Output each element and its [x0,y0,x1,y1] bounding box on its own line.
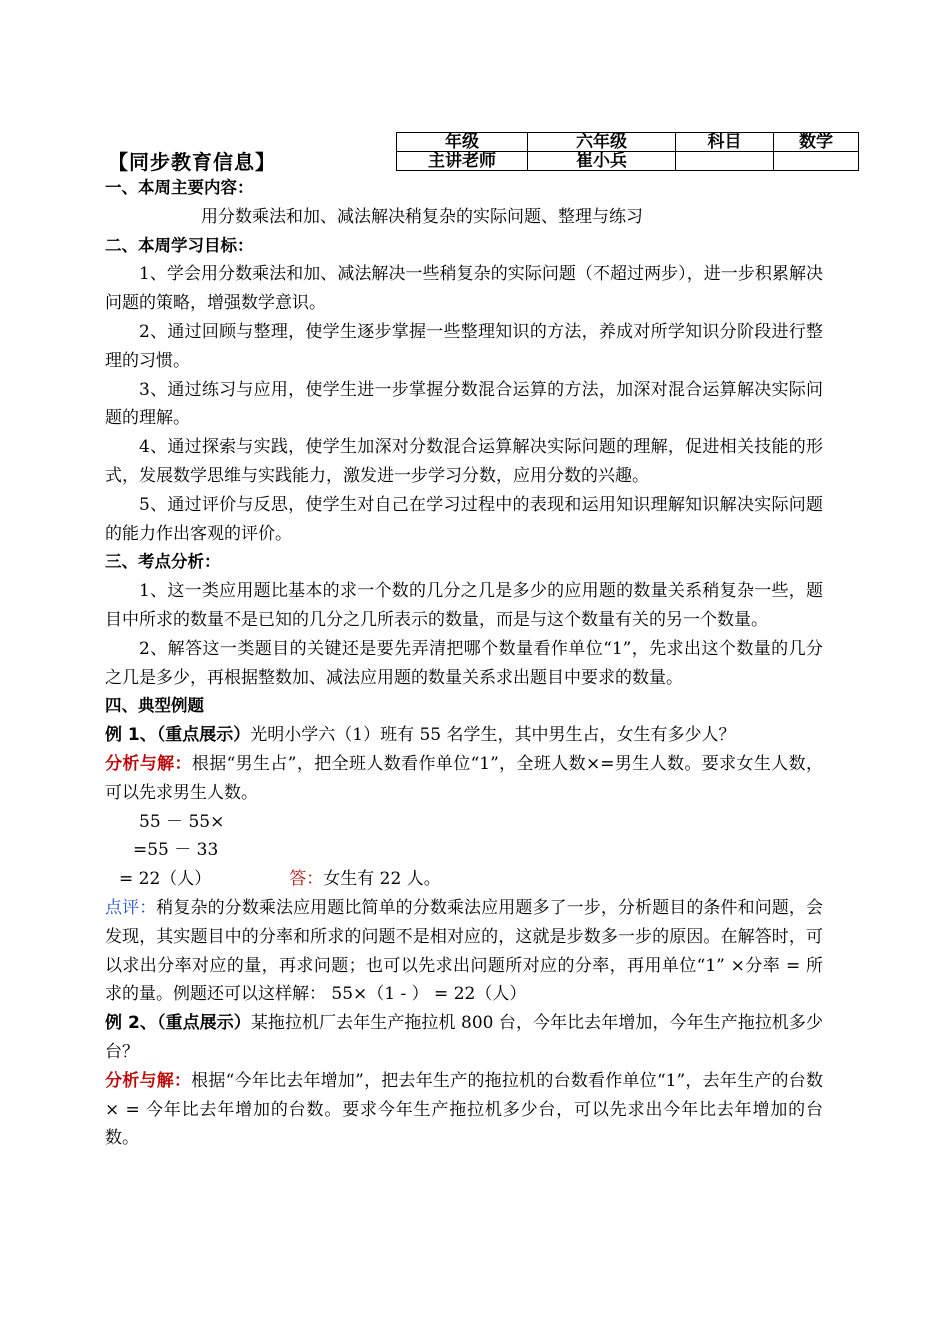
answer-text: 女生有 22 人。 [323,869,441,890]
goal-item: 3、通过练习与应用，使学生进一步掌握分数混合运算的方法，加深对混合运算解决实际问题的理解。 [105,379,823,429]
sync-info-title: 【同步教育信息】 [108,150,276,174]
example-2-label: 例 2、（重点展示） [105,1013,251,1034]
empty-cell [774,152,859,171]
example-2-text: 某拖拉机厂去年生产拖拉机 800 台，今年比去年增加，今年生产拖拉机多少台？ [105,1013,823,1062]
example-1-question [105,721,823,750]
analysis-label: 分析与解： [105,1070,192,1091]
comment-label: 点评： [105,897,157,918]
subject-label-cell: 科目 [676,133,774,152]
table-row [397,133,859,152]
empty-cell [676,152,774,171]
example-2-question [105,1009,823,1067]
calc-line: =55 － 33 [133,840,219,861]
example-2-analysis [105,1067,823,1153]
section-heading-goals: 二、本周学习目标： [105,235,254,255]
analysis-label: 分析与解： [105,753,192,774]
example-1-label: 例 1、（重点展示） [105,725,251,746]
teacher-label-cell: 主讲老师 [397,152,528,171]
teacher-value-cell: 崔小兵 [528,152,676,171]
goal-item: 2、通过回顾与整理，使学生逐步掌握一些整理知识的方法，养成对所学知识分阶段进行整理的习惯。 [105,321,823,371]
grade-label-cell: 年级 [397,133,528,152]
analysis-text: 根据“男生占”，把全班人数看作单位“1”，全班人数×=男生人数。要求女生人数，可以先求男生人数。 [105,753,823,803]
goal-item: 4、通过探索与实践，使学生加深对分数混合运算解决实际问题的理解，促进相关技能的形式，发展数学思维与实践能力，激发进一步学习分数，应用分数的兴趣。 [105,437,823,486]
goal-item: 5、通过评价与反思，使学生对自己在学习过程中的表现和运用知识理解知识解决实际问题的能力作出客观的评价。 [105,494,823,544]
grade-value-cell: 六年级 [528,133,676,152]
point-item: 2、解答这一类题目的关键还是要先弄清把哪个数量看作单位“1”，先求出这个数量的几分之几是多少，再根据整数加、减法应用题的数量关系求出题目中要求的数量。 [105,638,823,688]
document-body [105,174,823,1153]
answer-label: 答： [289,869,324,890]
point-item: 1、这一类应用题比基本的求一个数的几分之几是多少的应用题的数量关系稍复杂一些，题目中所求的数量不是已知的几分之几所表示的数量，而是与这个数量有关的另一个数量。 [105,581,823,630]
example-1-analysis [105,750,823,808]
example-1-comment [105,894,823,1009]
section-heading-content: 一、本周主要内容： [105,178,254,197]
table-row [397,152,859,171]
section-heading-analysis: 三、考点分析： [105,552,221,572]
goal-item: 1、学会用分数乘法和加、减法解决一些稍复杂的实际问题（不超过两步），进一步积累解决问题的策略，增强数学意识。 [105,264,823,314]
comment-text: 稍复杂的分数乘法应用题比简单的分数乘法应用题多了一步，分析题目的条件和问题，会发现，其实题目中的分率和所求的问题不是相对应的，这就是步数多一步的原因。在解答时，可以求出分率对应的量，再求问题；也可以先求出问题所对应的分率，再用单位“1” ×分率 = 所求的量。例题还可以这样解： 55×（1 - ） = 22（人） [105,897,824,1005]
course-info-table [396,132,859,171]
analysis-text: 根据“今年比去年增加”，把去年生产的拖拉机的台数看作单位“1”，去年生产的台数× = 今年比去年增加的台数。要求今年生产拖拉机多少台，可以先求出今年比去年增加的台数。 [105,1070,824,1149]
section-heading-examples: 四、典型例题 [105,696,204,716]
example-1-text: 光明小学六（1）班有 55 名学生，其中男生占，女生有多少人？ [250,725,736,746]
weekly-content-text: 用分数乘法和加、减法解决稍复杂的实际问题、整理与练习 [201,206,643,227]
calc-line: 55 － 55× [139,811,225,832]
calc-result: = 22（人） [119,869,212,890]
calc-line [105,865,823,894]
subject-value-cell: 数学 [774,133,859,152]
